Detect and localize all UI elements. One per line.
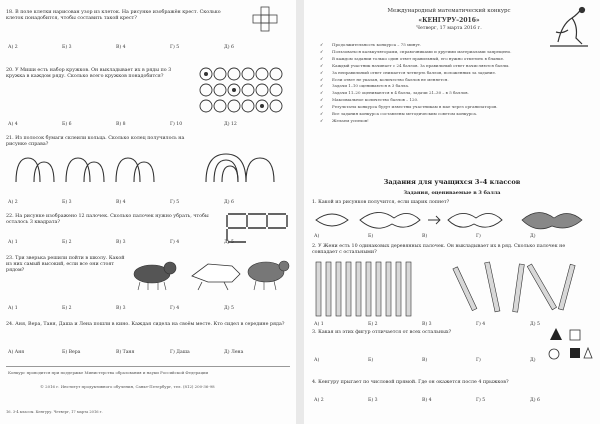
q20-option-b[interactable]: Б) 6 <box>62 122 72 127</box>
q2-option-c[interactable]: В) 3 <box>422 322 432 327</box>
question-20-text: 20. У Миши есть набор кружков. Он выкладывает их в ряды по 3 кружка в каждом ряду. Сколько всего кружков понадобится? <box>6 68 172 79</box>
cross-figure <box>252 6 278 36</box>
q24-option-d[interactable]: Г) Даша <box>170 350 190 355</box>
q21-option-c[interactable]: В) 4 <box>116 200 126 205</box>
animals-figure <box>128 252 290 294</box>
footer-divider <box>6 366 290 367</box>
question-18-text: 18. В поле клетки нарисован узор из клеток. На рисунке изображён крест. Сколько клеток понадобится, чтобы составить такой крест? <box>6 10 221 21</box>
question-1-options <box>314 234 584 239</box>
q18-option-a[interactable]: А) 2 <box>8 45 18 50</box>
q24-option-b[interactable]: Б) Вера <box>62 350 81 355</box>
q2-option-b[interactable]: Б) 2 <box>368 322 378 327</box>
footer-note: Конкурс проводится при поддержке Министерства образования и науки Российской Федерации <box>8 370 209 375</box>
rule-item: ✓ Результаты конкурса будут известны участникам в мае через организаторов. <box>320 104 498 110</box>
q22-option-a[interactable]: А) 1 <box>8 240 18 245</box>
question-3-text: 3. Какая из этих фигур отличается от всех остальных? <box>312 330 452 335</box>
question-4-text: 4. Кенгуру прыгает по числовой прямой. Где он окажется после 4 прыжков? <box>312 380 509 385</box>
q4-option-a[interactable]: А) 2 <box>314 398 324 403</box>
q24-option-e[interactable]: Д) Лена <box>224 350 244 355</box>
q22-option-b[interactable]: Б) 2 <box>62 240 72 245</box>
q21-option-b[interactable]: Б) 3 <box>62 200 72 205</box>
rule-item: ✓ Если ответ не указан, количество баллов не меняется. <box>320 76 449 82</box>
q23-option-c[interactable]: В) 3 <box>116 306 126 311</box>
page-number: 16. 3-4 классы. Кенгуру. Четверг, 17 марта 2016 г. <box>6 410 103 414</box>
question-23-text: 23. Три зверька решили пойти в школу. Какой из них самый высокий, если все они стоят рядом? <box>6 256 125 273</box>
rule-item: ✓ Максимальное количество баллов – 120. <box>320 97 419 103</box>
q18-option-e[interactable]: Д) 6 <box>224 45 234 50</box>
rule-item: ✓ В каждом задании только один ответ правильный, его нужно отметить в бланке. <box>320 55 505 61</box>
q21-option-d[interactable]: Г) 5 <box>170 200 180 205</box>
question-2-text: 2. У Жени есть 10 одинаковых деревянных палочек. Он выкладывает их в ряд. Сколько палочек не совпадает с остальными? <box>312 244 566 255</box>
rule-item: ✓ Задачи 11–20 оцениваются в 4 балла, задачи 21–30 – в 5 баллов. <box>320 90 469 96</box>
rule-item: ✓ Все задания конкурса составлены методическим советом конкурса. <box>320 111 478 117</box>
tasks-title: Задания для учащихся 3–4 классов <box>383 178 521 186</box>
q3-option-d[interactable]: Г) <box>476 358 481 363</box>
rule-item: ✓ Задачи 1–10 оцениваются в 3 балла. <box>320 83 410 89</box>
q24-option-c[interactable]: В) Таня <box>116 350 135 355</box>
q4-option-d[interactable]: Г) 5 <box>476 398 486 403</box>
q1-option-b[interactable]: Б) <box>368 234 374 239</box>
q4-option-b[interactable]: Б) 3 <box>368 398 378 403</box>
q24-option-a[interactable]: А) Аня <box>8 350 25 355</box>
q4-option-c[interactable]: В) 4 <box>422 398 432 403</box>
contest-title: Международный математический конкурс <box>387 8 511 14</box>
q21-option-e[interactable]: Д) 6 <box>224 200 234 205</box>
q1-option-c[interactable]: В) <box>422 234 428 239</box>
q4-option-e[interactable]: Д) 6 <box>530 398 540 403</box>
q18-option-d[interactable]: Г) 5 <box>170 45 180 50</box>
question-18-options <box>8 45 278 50</box>
rule-item: ✓ Продолжительность конкурса – 75 минут. <box>320 42 422 47</box>
right-page <box>304 0 600 424</box>
rule-item: ✓ Желаем успехов! <box>320 117 369 123</box>
q20-option-a[interactable]: А) 4 <box>8 122 18 127</box>
q18-option-c[interactable]: В) 4 <box>116 45 126 50</box>
question-23-options <box>8 306 278 311</box>
question-21-text: 21. Из полосок бумаги склеили кольца. Сколько колец получилось на рисунке справа? <box>6 136 185 147</box>
q3-option-a[interactable]: А) <box>314 358 320 363</box>
question-24-options <box>8 350 278 355</box>
q22-option-c[interactable]: В) 3 <box>116 240 126 245</box>
question-4-options <box>314 398 584 403</box>
rule-item: ✓ Пользоваться калькуляторами, справочниками и другими материалами запрещено. <box>320 48 512 54</box>
q21-option-a[interactable]: А) 2 <box>8 200 18 205</box>
question-22-options <box>8 240 278 245</box>
q2-option-d[interactable]: Г) 4 <box>476 322 486 327</box>
question-1-text: 1. Какой из рисунков получится, если шарик лопнет? <box>312 200 450 205</box>
rings-figure <box>6 152 288 192</box>
question-3-options <box>314 358 584 363</box>
circles-figure <box>198 66 290 116</box>
q23-option-a[interactable]: А) 1 <box>8 306 18 311</box>
q1-option-e[interactable]: Д) <box>530 234 536 239</box>
contest-date: Четверг, 17 марта 2016 г. <box>416 26 482 31</box>
question-21-options <box>8 200 278 205</box>
q23-option-e[interactable]: Д) 5 <box>224 306 234 311</box>
sticks-row-figure <box>312 258 594 320</box>
q20-option-c[interactable]: В) 8 <box>116 122 126 127</box>
q23-option-b[interactable]: Б) 2 <box>62 306 72 311</box>
rules-list <box>320 42 580 125</box>
q18-option-b[interactable]: Б) 3 <box>62 45 72 50</box>
q1-option-d[interactable]: Г) <box>476 234 481 239</box>
left-page <box>0 0 296 424</box>
q23-option-d[interactable]: Г) 4 <box>170 306 180 311</box>
question-24-text: 24. Аня, Вера, Таня, Даша и Лена пошли в кино. Каждая сидела на своём месте. Кто сидел в середине ряда? <box>6 322 285 327</box>
q3-option-e[interactable]: Д) <box>530 358 536 363</box>
q22-option-e[interactable]: Д) 5 <box>224 240 234 245</box>
q2-option-a[interactable]: А) 1 <box>314 322 324 327</box>
q2-option-e[interactable]: Д) 5 <box>530 322 540 327</box>
page-spine <box>296 0 304 424</box>
footer-address: © 2016 г. Институт продуктивного обучения, Санкт-Петербург, тел. (812) 200-36-98 <box>40 384 215 389</box>
rule-item: ✓ За неправильный ответ снимается четверть баллов, положенных за задание. <box>320 69 497 75</box>
q22-option-d[interactable]: Г) 4 <box>170 240 180 245</box>
q1-option-a[interactable]: А) <box>314 234 320 239</box>
section-3-points: Задания, оцениваемые в 3 балла <box>403 190 501 196</box>
q3-option-c[interactable]: В) <box>422 358 428 363</box>
question-20-options <box>8 122 278 127</box>
shapes-figure <box>544 326 594 362</box>
balloon-figure <box>312 204 594 234</box>
rule-item: ✓ Каждый участник начинает с 24 баллов. За правильный ответ начисляются баллы. <box>320 62 510 68</box>
contest-name: «КЕНГУРУ–2016» <box>418 17 480 24</box>
question-22-text: 22. На рисунке изображено 12 палочек. Сколько палочек нужно убрать, чтобы осталось 3 квадрата? <box>6 214 209 225</box>
q20-option-d[interactable]: Г) 10 <box>170 122 183 127</box>
q20-option-e[interactable]: Д) 12 <box>224 122 237 127</box>
q3-option-b[interactable]: Б) <box>368 358 374 363</box>
